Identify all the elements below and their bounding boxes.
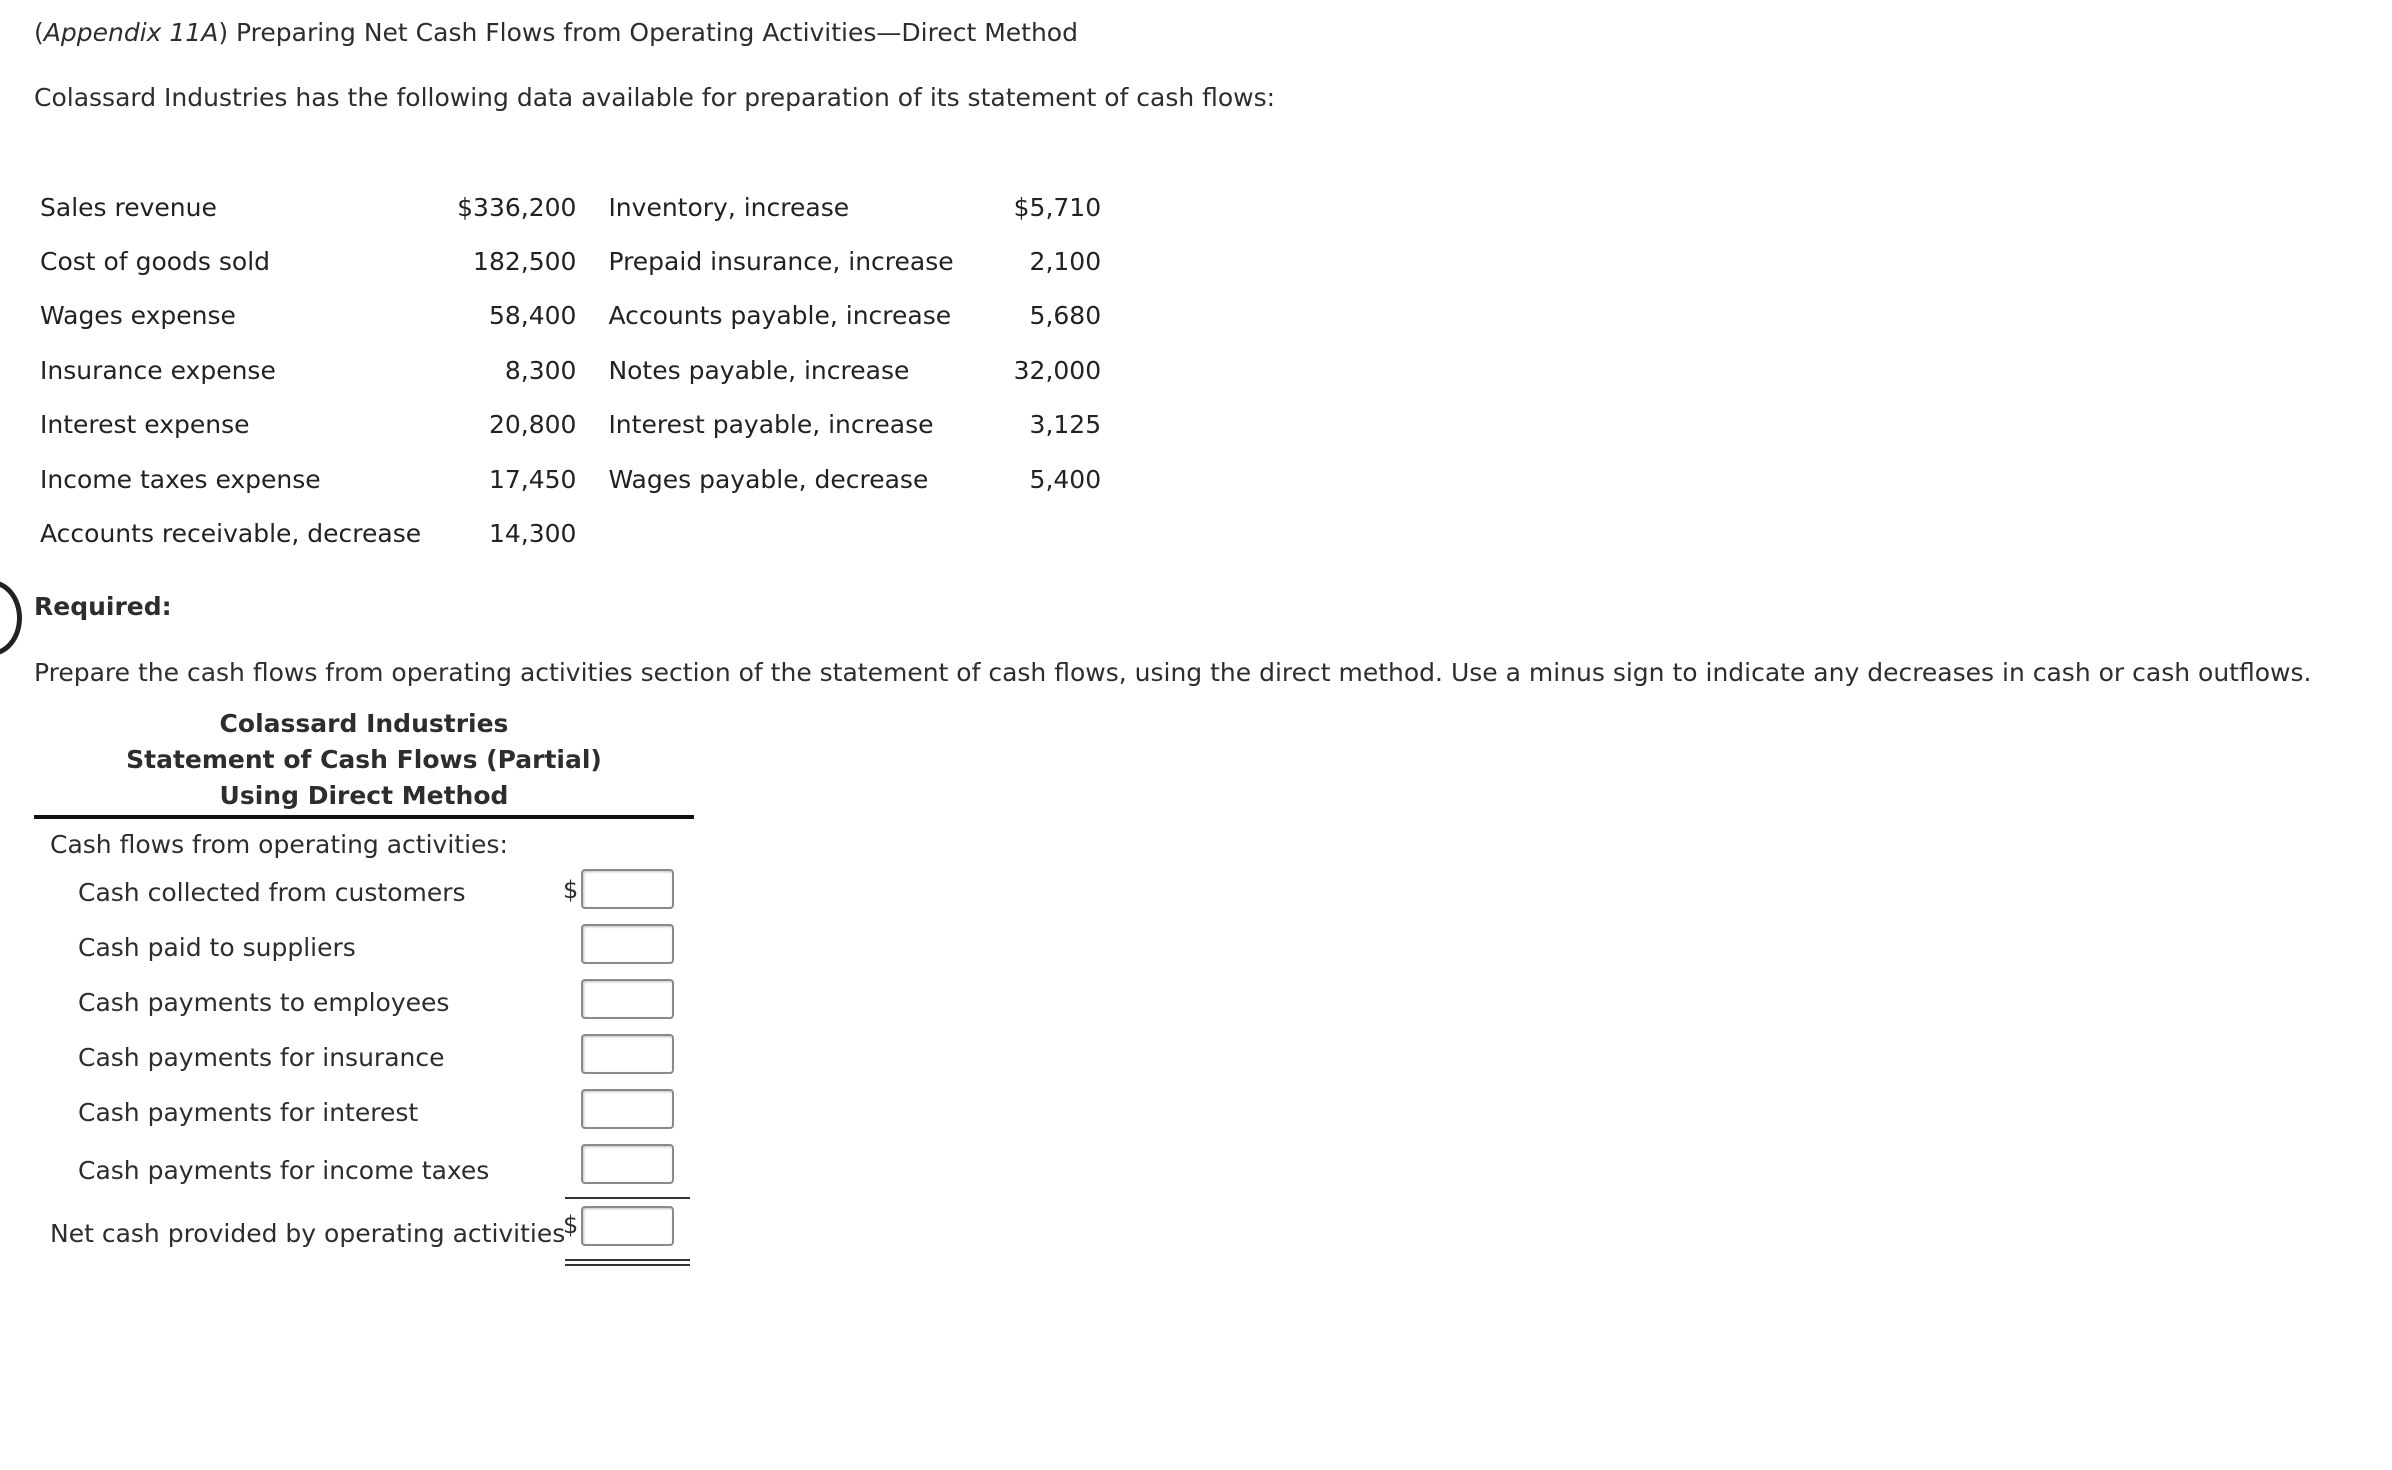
data-label: Cost of goods sold xyxy=(40,247,271,277)
data-label: Income taxes expense xyxy=(40,464,321,494)
problem-title xyxy=(34,18,1078,47)
data-value: 5,400 xyxy=(1029,464,1102,494)
data-value: 14,300 xyxy=(488,519,577,549)
data-label: Wages payable, decrease xyxy=(608,464,929,494)
cash-collected-customers-input[interactable] xyxy=(581,869,674,909)
subtotal-rule xyxy=(565,1197,690,1199)
data-label: Prepaid insurance, increase xyxy=(608,247,954,277)
statement-company: Colassard Industries xyxy=(219,709,509,738)
data-value: 32,000 xyxy=(1013,355,1102,385)
required-heading: Required: xyxy=(34,592,172,621)
data-label: Interest expense xyxy=(40,410,250,440)
total-double-rule xyxy=(565,1259,690,1261)
table-row xyxy=(30,234,1111,288)
data-label xyxy=(586,506,1003,560)
table-row xyxy=(30,398,1111,452)
cash-payments-income-taxes-input[interactable] xyxy=(581,1144,674,1184)
data-label: Wages expense xyxy=(40,301,236,331)
title-text: ) Preparing Net Cash Flows from Operating Activities—Direct Method xyxy=(218,18,1078,47)
statement-header-rule xyxy=(34,815,694,819)
data-label: Accounts payable, increase xyxy=(608,301,952,331)
question-marker-circle xyxy=(0,580,22,656)
data-value: 5,680 xyxy=(1029,301,1102,331)
operating-section-label: Cash flows from operating activities: xyxy=(50,830,508,859)
data-value: $336,200 xyxy=(457,192,577,222)
statement-header xyxy=(34,706,694,814)
data-value: 17,450 xyxy=(488,464,577,494)
data-value: 2,100 xyxy=(1029,247,1102,277)
total-double-rule xyxy=(565,1264,690,1266)
table-row xyxy=(30,506,1111,560)
line-label-customers: Cash collected from customers xyxy=(78,878,466,907)
data-value: 3,125 xyxy=(1029,410,1102,440)
cash-paid-suppliers-input[interactable] xyxy=(581,924,674,964)
data-label: Sales revenue xyxy=(40,192,217,222)
net-cash-label: Net cash provided by operating activities xyxy=(50,1219,566,1248)
data-value: 182,500 xyxy=(473,247,577,277)
statement-method: Using Direct Method xyxy=(219,781,509,810)
dollar-sign: $ xyxy=(563,876,579,904)
table-row xyxy=(30,180,1111,234)
given-data-table xyxy=(30,180,1111,561)
data-label: Insurance expense xyxy=(40,355,276,385)
data-value: $5,710 xyxy=(1013,192,1102,222)
data-label: Notes payable, increase xyxy=(608,355,910,385)
table-row xyxy=(30,343,1111,397)
title-appendix: Appendix 11A xyxy=(43,18,219,47)
line-label-interest: Cash payments for interest xyxy=(78,1098,419,1127)
line-label-income-taxes: Cash payments for income taxes xyxy=(78,1156,490,1185)
line-label-insurance: Cash payments for insurance xyxy=(78,1043,445,1072)
data-value: 58,400 xyxy=(488,301,577,331)
problem-intro: Colassard Industries has the following data available for preparation of its statement of cash flows: xyxy=(34,83,1276,112)
cash-payments-interest-input[interactable] xyxy=(581,1089,674,1129)
required-instructions: Prepare the cash flows from operating activities section of the statement of cash flows, using the direct method. Use a minus sign to indicate any decreases in cash or cash outflows. xyxy=(34,658,2312,687)
table-row xyxy=(30,452,1111,506)
line-label-employees: Cash payments to employees xyxy=(78,988,450,1017)
data-value: 20,800 xyxy=(488,410,577,440)
data-value xyxy=(1004,506,1111,560)
cash-payments-employees-input[interactable] xyxy=(581,979,674,1019)
table-row xyxy=(30,289,1111,343)
data-label: Inventory, increase xyxy=(608,192,850,222)
data-label: Interest payable, increase xyxy=(608,410,934,440)
dollar-sign: $ xyxy=(563,1211,579,1239)
data-label: Accounts receivable, decrease xyxy=(40,519,422,549)
title-prefix: ( xyxy=(34,18,44,47)
statement-name: Statement of Cash Flows (Partial) xyxy=(126,745,602,774)
line-label-suppliers: Cash paid to suppliers xyxy=(78,933,356,962)
cash-payments-insurance-input[interactable] xyxy=(581,1034,674,1074)
net-cash-operating-input[interactable] xyxy=(581,1206,674,1246)
data-value: 8,300 xyxy=(504,355,577,385)
